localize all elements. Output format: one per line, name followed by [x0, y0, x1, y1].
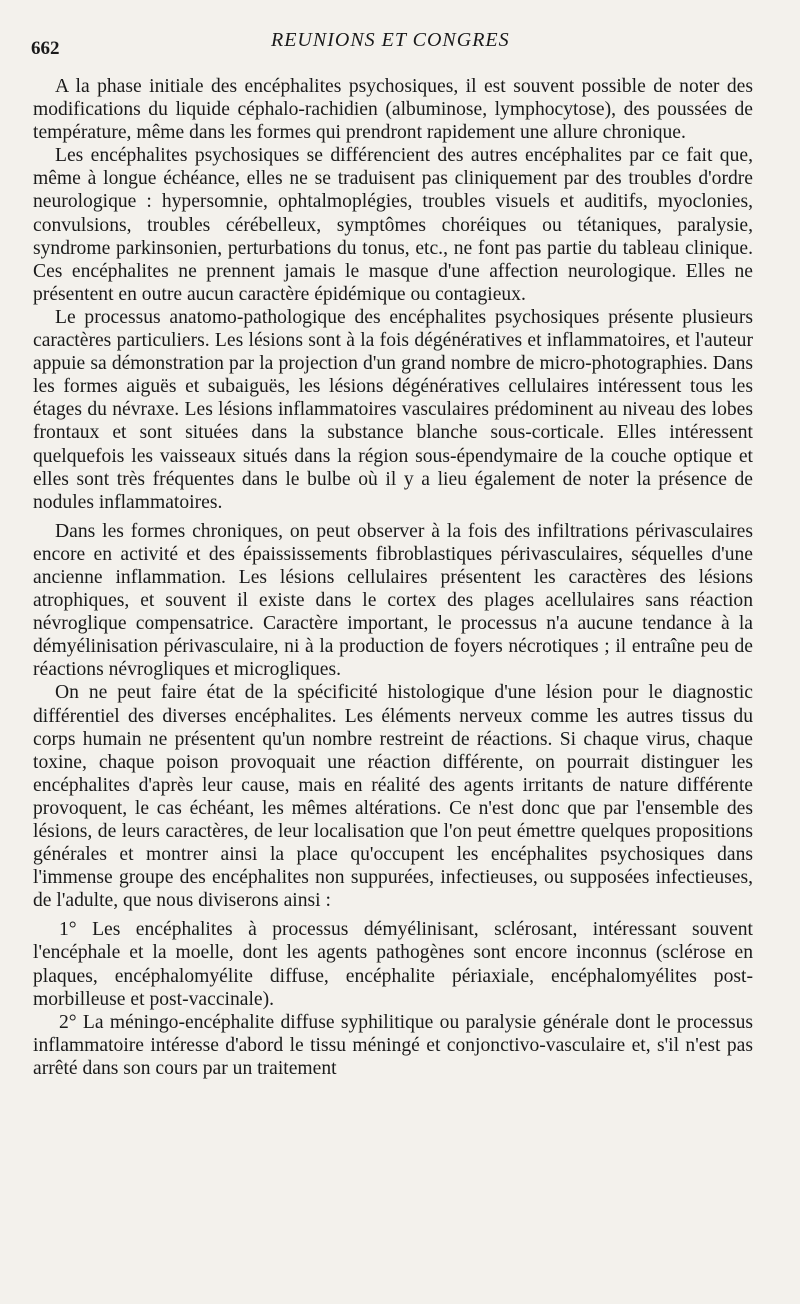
paragraph: On ne peut faire état de la spécificité histologique d'une lésion pour le diagnostic différentiel des diverses encéphalites. Les éléments nerveux comme les autres tissus du corps humain ne présentent qu'un nombre restreint de réactions. Si chaque virus, chaque toxine, chaque poison provoquait une réaction différente, on pourrait distinguer les encéphalites d'après leur cause, mais en réalité des agents irritants de nature différente provoquent, le cas échéant, les mêmes altérations. Ce n'est donc que par l'ensemble des lésions, de leurs caractères, de leur localisation que l'on peut émettre quelques propositions générales et montrer ainsi la place qu'occupent les encéphalites psychosiques dans l'immense groupe des encéphalites non suppurées, infectieuses, ou supposées infectieuses, de l'adulte, que nous diviserons ainsi : [33, 682, 753, 912]
paragraph: Le processus anatomo-pathologique des encéphalites psychosiques présente plusieurs caractères particuliers. Les lésions sont à la fois dégénératives et inflammatoires, et l'auteur appuie sa démonstration par la projection d'un grand nombre de micro-photographies. Dans les formes aiguës et subaiguës, les lésions dégénératives cellulaires intéressent tous les étages du névraxe. Les lésions inflammatoires vasculaires prédominent au niveau des lobes frontaux et sont situées dans la substance blanche sous-corticale. Elles intéressent quelquefois les vaisseaux situés dans la région sous-épendymaire de la couche optique et elles sont très fréquentes dans le bulbe où il y a lieu également de noter la présence de nodules inflammatoires. [33, 306, 753, 513]
paragraph: A la phase initiale des encéphalites psychosiques, il est souvent possible de noter des modifications du liquide céphalo-rachidien (albuminose, lymphocytose), des poussées de température, même dans les formes qui prendront rapidement une allure chronique. [33, 76, 753, 144]
body-text [33, 75, 753, 1080]
list-item: 1° Les encéphalites à processus démyélinisant, sclérosant, intéressant souvent l'encéphale et la moelle, dont les agents pathogènes sont encore inconnus (sclérose en plaques, encéphalomyélite diffuse, encéphalite périaxiale, encéphalomyélites post-morbilleuse et post-vaccinale). [33, 919, 753, 1010]
running-title: REUNIONS ET CONGRES [271, 29, 510, 51]
page-number: 662 [31, 38, 60, 59]
list-item: 2° La méningo-encéphalite diffuse syphilitique ou paralysie générale dont le processus inflammatoire intéresse d'abord le tissu méningé et conjonctivo-vasculaire et, s'il n'est pas arrêté dans son cours par un traitement [33, 1011, 753, 1079]
paragraph: Dans les formes chroniques, on peut observer à la fois des infiltrations périvasculaires encore en activité et des épaississements fibroblastiques périvasculaires, séquelles d'une ancienne inflammation. Les lésions cellulaires présentent les caractères des lésions atrophiques, et souvent il existe dans le cortex des plages acellulaires sans réaction névroglique compensatrice. Caractère important, le processus n'a aucune tendance à la démyélinisation périvasculaire, ni à la production de foyers nécrotiques ; il entraîne peu de réactions névrogliques et microgliques. [33, 520, 753, 681]
page-header [31, 28, 781, 58]
paragraph: Les encéphalites psychosiques se différencient des autres encéphalites par ce fait que, même à longue échéance, elles ne se traduisent pas cliniquement par des troubles d'ordre neurologique : hypersomnie, ophtalmoplégies, troubles visuels et auditifs, myoclonies, convulsions, troubles cérébelleux, symptômes choréiques ou tétaniques, paralysie, syndrome parkinsonien, perturbations du tonus, etc., ne font pas partie du tableau clinique. Ces encéphalites ne prennent jamais le masque d'une affection neurologique. Elles ne présentent en outre aucun caractère épidémique ou contagieux. [33, 145, 753, 305]
